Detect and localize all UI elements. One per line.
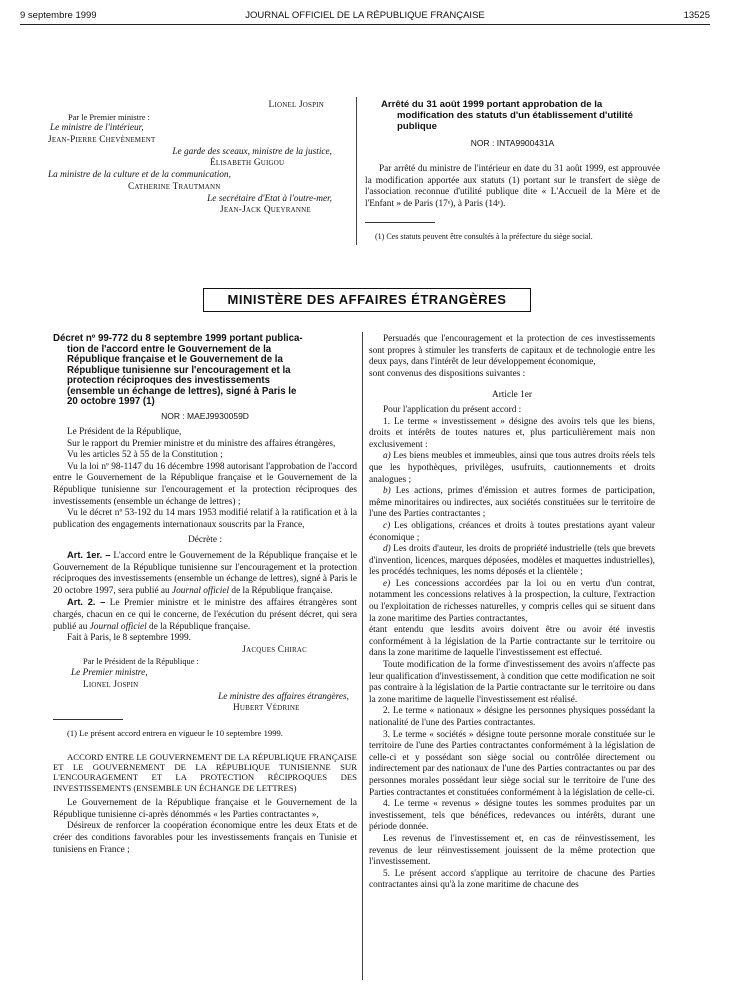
column-divider [356,97,357,245]
signatory-name: Élisabeth Guigou [210,158,285,169]
paragraph: Toute modification de la forme d'investissement des avoirs n'affecte pas leur qualification d'investissement, à condition que cette modification ne soit pas contraire à la législation de la Partie contractante sur le territoire ou dans la zone maritime de laquelle l'investissement est réalisé. [369,660,655,705]
paragraph: Les revenus de l'investissement et, en cas de réinvestissement, les revenus de leur réinvestissement jouissent de la même protection que l'investissement. [369,833,655,868]
signatory-title: Le Premier ministre, [71,668,148,679]
paragraph: Persuadés que l'encouragement et la protection de ces investissements sont propres à stimuler les transferts de capitaux et de technologie entre les deux pays, dans l'intérêt de leur développement économique, [369,334,655,368]
paragraph: 3. Le terme « sociétés » désigne toute personne morale constituée sur le territoire de l'une des Parties contractantes conformément à la législation de celle-ci et y possédant son siège social ou contrôlée directement ou indirectement par des nationaux de l'une des Parties contractantes ou par des personnes morales possédant leur siège social sur le territoire de l'une des Parties contractantes et constituées conformément à la législation de celle-ci. [369,729,655,798]
arrete-section [365,100,660,243]
article-heading: Art. 1er. – [67,550,111,561]
arrete-body: Par arrêté du ministre de l'intérieur en date du 31 août 1999, est approuvée la modification apportée aux statuts (1) portant sur le transfert de siège de l'association reconnue d'utilité publique dite « L'Accueil de la Mère et de l'Enfant » de Paris (17ᵉ), à Paris (14ᵉ). [365,163,660,209]
footnote-rule [53,719,123,720]
article-heading: Art. 2. – [67,597,106,608]
signature-block [20,100,338,217]
signatory-name: Hubert Védrine [233,703,300,714]
signature-formula: Par le Président de la République : [83,657,199,667]
header-date: 9 septembre 1999 [20,10,97,21]
paragraph: sont convenus des dispositions suivantes : [369,368,526,379]
signatory-name: Lionel Jospin [83,679,139,690]
signatory-name: Jean-Jack Queyranne [220,205,311,216]
article-2: Art. 2. – Le Premier ministre et le ministre des affaires étrangères sont chargés, chacun en ce qui le concerne, de l'exécution du présent décret, qui sera publié au Journal officiel de la République française. [53,597,357,632]
signatory-title: La ministre de la culture et de la communication, [48,170,231,181]
paragraph: 1. Le terme « investissement » désigne des avoirs tels que les biens, droits et intérêts de toutes natures et, plus particulièrement mais non exclusivement : [369,416,655,450]
article-title: Article 1er [491,390,532,401]
journal-title: JOURNAL OFFICIEL DE LA RÉPUBLIQUE FRANÇAISE [245,10,485,21]
paragraph: étant entendu que lesdits avoirs doivent être ou avoir été investis conformément à la législation de la Partie contractante sur le territoire ou dans la zone maritime de laquelle l'investissement est effectué. [369,625,655,659]
arrete-nor: NOR : INTA9900431A [470,138,555,149]
signatory-title: Le ministre des affaires étrangères, [218,691,349,702]
signatory-title: Le garde des sceaux, ministre de la justice, [172,146,332,157]
paragraph: 4. Le terme « revenus » désigne toutes les sommes produites par un investissement, tels que bénéfices, redevances ou intérêts, durant une période donnée. [369,799,655,833]
ministry-banner: MINISTÈRE DES AFFAIRES ÉTRANGÈRES [203,288,531,312]
list-item: a) Les biens meubles et immeubles, ainsi que tous autres droits réels tels que les hypothèques, privilèges, usufruits, cautionnements et droits analogues ; [369,451,655,485]
decret-title-line: République tunisienne sur l'encouragement et la [67,364,291,376]
decret-title-line: Décret nº 99-772 du 8 septembre 1999 portant publica- [53,333,303,344]
list-item: c) Les obligations, créances et droits à toutes prestations ayant valeur économique ; [369,520,656,543]
decrete-label: Décrète : [188,535,222,546]
paragraph: Vu la loi nº 98-1147 du 16 décembre 1998 autorisant l'approbation de l'accord entre le Gouvernement de la République française et le Gouvernement de la République tunisienne sur l'encouragement et la protection réciproques des investissements (ensemble un échange de lettres) ; [53,461,357,507]
paragraph: 2. Le terme « nationaux » désigne les personnes physiques possédant la nationalité de l'une des Parties contractantes. [369,706,655,728]
signatory-name: Catherine Trautmann [128,181,221,192]
signatory-title: Le ministre de l'intérieur, [50,123,144,134]
decret-nor: NOR : MAEJ9930059D [161,410,249,421]
paragraph: Pour l'application du présent accord : [383,404,522,415]
paragraph: Le Gouvernement de la République française et le Gouvernement de la République tunisienne ci-après dénommés « les Parties contractantes », [53,798,357,820]
fait-line: Fait à Paris, le 8 septembre 1999. [67,633,191,644]
arrete-footnote: (1) Ces statuts peuvent être consultés à la préfecture du siège social. [375,232,593,242]
arrete-title: Arrêté du 31 août 1999 portant approbation de la modification des statuts d'un établissement d'utilité publique [381,99,633,132]
decret-title-line: 20 octobre 1997 (1) [67,396,155,407]
accord-title: ACCORD ENTRE LE GOUVERNEMENT DE LA RÉPUBLIQUE FRANÇAISE ET LE GOUVERNEMENT DE LA RÉPUBLIQUE TUNISIENNE SUR L'ENCOURAGEMENT ET LA PROTECTION RÉCIPROQUES DES INVESTISSEMENTS (ENSEMBLE UN ÉCHANGE DE LETTRES) [53,751,357,793]
signatory-name: Jacques Chirac [242,644,307,655]
header-rule [20,24,710,25]
decret-title-line: République française et le Gouvernement de la [67,354,283,365]
list-item: e) Les concessions accordées par la loi ou en vertu d'un contrat, notamment les concessions relatives à la prospection, la culture, l'extraction ou l'exploitation de richesses naturelles, y compris celles qui se situent dans la zone maritime des Parties contractantes, [369,578,655,624]
decret-footnote: (1) Le présent accord entrera en vigueur le 10 septembre 1999. [67,727,283,738]
left-column [53,334,357,856]
signatory-title: Le secrétaire d'Etat à l'outre-mer, [207,193,332,204]
page-number: 13525 [683,10,710,21]
decret-title-line: tion de l'accord entre le Gouvernement de la [67,343,272,355]
paragraph: 5. Le présent accord s'applique au territoire de chacune des Parties contractantes ainsi qu'à la zone maritime de chacune des [369,868,655,891]
paragraph: Le Président de la République, [67,427,182,438]
decret-title [53,334,357,408]
signature-formula: Par le Premier ministre : [68,112,150,122]
signatory-name: Lionel Jospin [268,100,324,110]
right-column [369,334,655,892]
paragraph: Désireux de renforcer la coopération économique entre les deux Etats et de créer des conditions favorables pour les investissements français en Tunisie et tunisiens en France ; [53,821,357,855]
article-1: Art. 1er. – L'accord entre le Gouvernement de la République française et le Gouvernement de la République tunisienne sur l'encouragement et la protection réciproques des investissements (ensemble un échange de lettres), signé à Paris le 20 octobre 1997, sera publié au Journal officiel de la République française. [53,550,357,596]
paragraph: Sur le rapport du Premier ministre et du ministre des affaires étrangères, [67,438,336,449]
paragraph: Vu le décret nº 53-192 du 14 mars 1953 modifié relatif à la ratification et à la publication des engagements internationaux souscrits par la France, [53,508,357,530]
signatory-name: Jean-Pierre Chevènement [48,135,156,146]
decret-title-line: (ensemble un échange de lettres), signé à Paris le [67,385,297,397]
paragraph: Vu les articles 52 à 55 de la Constitution ; [67,450,223,461]
decret-title-line: protection réciproques des investissements [67,375,270,386]
column-divider [362,332,363,980]
list-item: b) Les actions, primes d'émission et autres formes de participation, même minoritaires ou indirectes, aux sociétés constituées sur le territoire de l'une des Parties contractantes ; [369,486,655,520]
page-header [20,10,710,24]
list-item: d) Les droits d'auteur, les droits de propriété industrielle (tels que brevets d'invention, licences, marques déposées, modèles et maquettes industrielles), les procédés techniques, les noms déposés et la clientèle ; [369,544,655,578]
footnote-rule [365,222,435,223]
